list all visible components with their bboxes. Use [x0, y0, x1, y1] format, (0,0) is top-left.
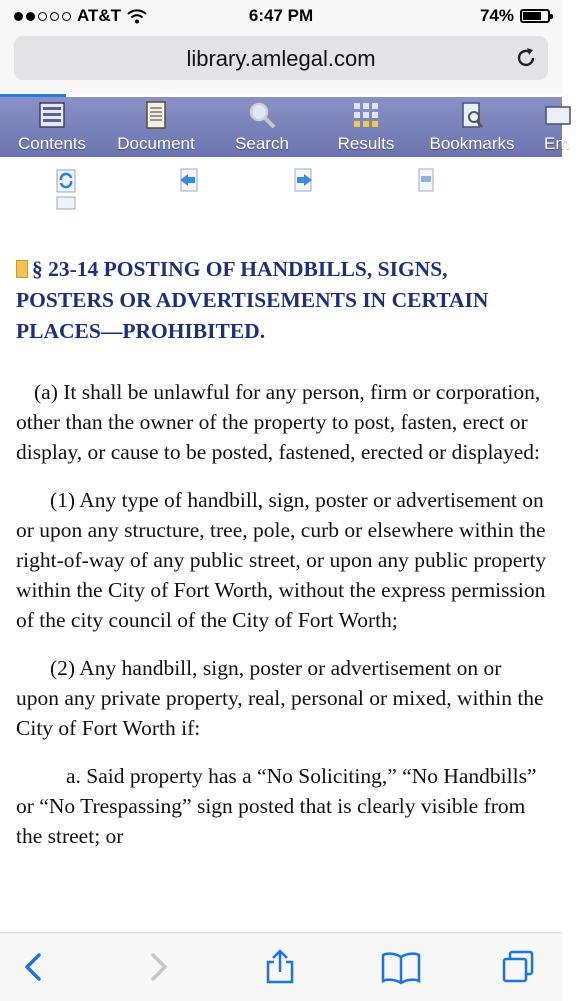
tabs-icon[interactable] [500, 949, 536, 985]
bookmark-icon[interactable] [16, 260, 28, 278]
toolbar-email[interactable] [528, 97, 588, 157]
reload-icon[interactable] [514, 46, 538, 70]
previous-icon[interactable] [176, 167, 200, 193]
print-icon[interactable] [414, 167, 438, 193]
section-title: § 23-14 POSTING OF HANDBILLS, SIGNS, POSTERS OR ADVERTISEMENTS IN CERTAIN PLACES—PROHIBITED. [16, 257, 489, 343]
page-icon [54, 195, 78, 209]
bookmarks-icon [457, 100, 487, 130]
battery-fill [523, 12, 541, 20]
share-icon[interactable] [262, 949, 298, 985]
document-nav [0, 165, 562, 209]
toolbar-label: Results [337, 134, 395, 153]
document-body [16, 254, 548, 869]
bookmarks-book-icon[interactable] [380, 949, 422, 985]
address-bar[interactable] [14, 36, 548, 80]
browser-chrome [0, 32, 562, 94]
url-text: library.amlegal.com [186, 46, 376, 71]
toolbar-label: Document [117, 134, 195, 153]
results-icon [351, 100, 381, 130]
clock: 6:47 PM [248, 6, 314, 25]
site-toolbar [0, 97, 570, 157]
battery-icon [520, 9, 550, 23]
browser-bottom-bar [0, 932, 562, 1001]
paragraph-1: (1) Any type of handbill, sign, poster or advertisement on or upon any structure, tree, pole, curb or elsewhere within the right-of-way of any public street, or upon any public property within the City of Fort Worth, without the express permission of the city council of the City of Fort Worth; [16, 488, 547, 632]
paragraph-2: (2) Any handbill, sign, poster or advertisement on or upon any private property, real, personal or mixed, within the City of Fort Worth if: [16, 656, 544, 740]
carrier-name: AT&T [77, 6, 122, 25]
toolbar-results[interactable] [316, 97, 416, 157]
next-icon[interactable] [292, 167, 316, 193]
contents-icon [37, 100, 67, 130]
toolbar-label: Contents [17, 134, 87, 153]
forward-icon[interactable] [140, 949, 176, 985]
paragraph-a: (a) It shall be unlawful for any person, firm or corporation, other than the owner of the property to post, fasten, erect or display, or cause to be posted, fastened, erected or displayed: [16, 380, 541, 464]
search-icon [247, 100, 277, 130]
toolbar-label: Em [544, 134, 570, 153]
paragraph-2a: a. Said property has a “No Soliciting,” “No Handbills” or “No Trespassing” sign posted that is clearly visible from the street; or [16, 764, 537, 848]
toolbar-bookmarks[interactable] [416, 97, 528, 157]
back-icon[interactable] [16, 949, 52, 985]
toolbar-search[interactable] [208, 97, 316, 157]
toolbar-document[interactable] [104, 97, 208, 157]
status-bar [0, 0, 562, 32]
toolbar-contents[interactable] [0, 97, 104, 157]
document-icon [141, 100, 171, 130]
email-icon [543, 100, 573, 130]
toolbar-label: Bookmarks [429, 134, 515, 153]
sync-icon[interactable] [54, 167, 78, 193]
section-heading [16, 254, 548, 347]
status-right [480, 6, 550, 26]
toolbar-label: Search [235, 134, 289, 153]
battery-percent: 74% [479, 6, 514, 25]
